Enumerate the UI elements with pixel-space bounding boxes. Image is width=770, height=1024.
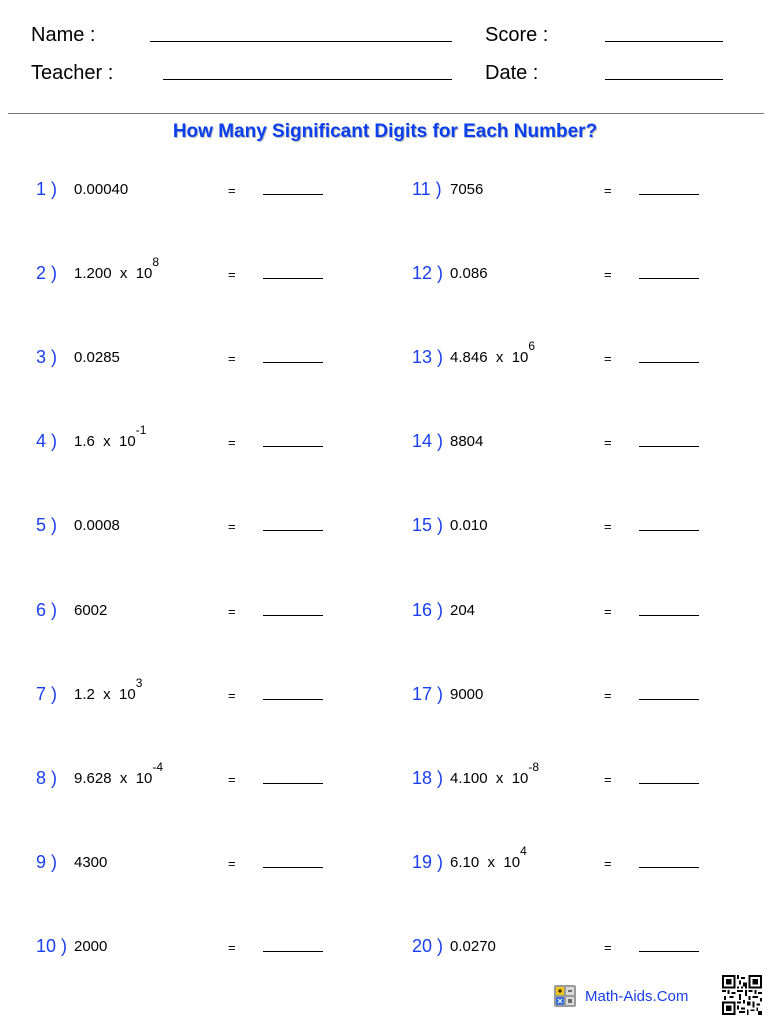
equals-sign: = bbox=[228, 183, 236, 198]
problem-expression bbox=[74, 938, 107, 956]
problem-item bbox=[412, 599, 742, 629]
problem-exponent: 4 bbox=[520, 844, 527, 858]
problem-expression bbox=[450, 844, 527, 872]
problem-item bbox=[412, 683, 742, 713]
equals-sign: = bbox=[604, 604, 612, 619]
problem-item bbox=[36, 676, 366, 713]
problem-number: 16 ) bbox=[412, 600, 444, 620]
problem-exponent: 3 bbox=[135, 676, 143, 690]
problem-number: 9 ) bbox=[36, 852, 58, 872]
problem-expression bbox=[74, 517, 120, 535]
date-label: Date : bbox=[485, 62, 539, 84]
problem-base: 0.010 bbox=[450, 517, 488, 534]
problem-exponent: 6 bbox=[528, 339, 536, 353]
problem-base: 8804 bbox=[450, 433, 484, 450]
problem-expression bbox=[74, 760, 164, 788]
problem-expression bbox=[74, 423, 147, 451]
equals-sign: = bbox=[228, 604, 236, 619]
problem-item bbox=[412, 339, 742, 376]
problem-expression bbox=[450, 938, 496, 956]
problem-expression bbox=[450, 602, 475, 620]
answer-blank[interactable] bbox=[639, 278, 699, 279]
problem-expression bbox=[74, 676, 143, 704]
problem-base: 0.086 bbox=[450, 265, 488, 282]
problem-number: 14 ) bbox=[412, 431, 444, 451]
problem-item bbox=[412, 935, 742, 965]
problem-number: 19 ) bbox=[412, 852, 444, 872]
problem-item bbox=[36, 346, 366, 376]
problem-number: 3 ) bbox=[36, 347, 58, 367]
problem-expression bbox=[74, 602, 107, 620]
answer-blank[interactable] bbox=[263, 783, 323, 784]
problem-number: 18 ) bbox=[412, 768, 444, 788]
equals-sign: = bbox=[228, 267, 236, 282]
answer-blank[interactable] bbox=[263, 446, 323, 447]
problem-expression bbox=[450, 181, 483, 199]
problem-base: 1.6 x 10 bbox=[74, 433, 136, 450]
problem-number: 1 ) bbox=[36, 179, 58, 199]
problem-item bbox=[412, 430, 742, 460]
problem-expression bbox=[74, 255, 160, 283]
answer-blank[interactable] bbox=[639, 362, 699, 363]
equals-sign: = bbox=[604, 435, 612, 450]
problem-expression bbox=[450, 265, 488, 283]
answer-blank[interactable] bbox=[263, 194, 323, 195]
problem-expression bbox=[74, 854, 107, 872]
problem-item bbox=[412, 262, 742, 292]
problem-item bbox=[36, 255, 366, 292]
answer-blank[interactable] bbox=[639, 615, 699, 616]
problem-number: 5 ) bbox=[36, 515, 58, 535]
header-divider bbox=[8, 113, 764, 114]
problem-base: 4.100 x 10 bbox=[450, 770, 529, 787]
answer-blank[interactable] bbox=[263, 530, 323, 531]
problem-base: 6.10 x 10 bbox=[450, 854, 521, 871]
problem-base: 1.200 x 10 bbox=[74, 265, 153, 282]
problem-number: 8 ) bbox=[36, 768, 58, 788]
problem-base: 0.0008 bbox=[74, 517, 120, 534]
problem-number: 20 ) bbox=[412, 936, 444, 956]
equals-sign: = bbox=[604, 856, 612, 871]
equals-sign: = bbox=[228, 772, 236, 787]
teacher-label: Teacher : bbox=[31, 62, 114, 84]
problem-number: 6 ) bbox=[36, 600, 58, 620]
problem-number: 17 ) bbox=[412, 684, 444, 704]
problem-expression bbox=[450, 517, 488, 535]
answer-blank[interactable] bbox=[639, 951, 699, 952]
problem-base: 9.628 x 10 bbox=[74, 770, 153, 787]
problem-number: 11 ) bbox=[412, 179, 442, 199]
name-label: Name : bbox=[31, 24, 96, 46]
qr-code-icon bbox=[722, 975, 762, 1015]
problem-item bbox=[36, 760, 366, 797]
problem-base: 7056 bbox=[450, 181, 484, 198]
date-field[interactable] bbox=[605, 79, 723, 80]
equals-sign: = bbox=[604, 772, 612, 787]
problem-exponent: -1 bbox=[135, 423, 147, 437]
problem-number: 4 ) bbox=[36, 431, 58, 451]
problem-base: 0.0285 bbox=[74, 349, 120, 366]
equals-sign: = bbox=[604, 351, 612, 366]
problem-item bbox=[412, 760, 742, 797]
problem-number: 15 ) bbox=[412, 515, 444, 535]
problem-number: 12 ) bbox=[412, 263, 444, 283]
problem-base: 6002 bbox=[74, 602, 108, 619]
equals-sign: = bbox=[228, 856, 236, 871]
problem-exponent: 8 bbox=[152, 255, 160, 269]
problem-number: 13 ) bbox=[412, 347, 444, 367]
equals-sign: = bbox=[228, 940, 236, 955]
problem-item bbox=[412, 844, 742, 881]
answer-blank[interactable] bbox=[263, 867, 323, 868]
problem-number: 2 ) bbox=[36, 263, 58, 283]
equals-sign: = bbox=[604, 940, 612, 955]
answer-blank[interactable] bbox=[263, 699, 323, 700]
answer-blank[interactable] bbox=[263, 362, 323, 363]
calculator-icon bbox=[554, 985, 576, 1007]
problem-exponent: -8 bbox=[528, 760, 540, 774]
problem-base: 9000 bbox=[450, 686, 484, 703]
answer-blank[interactable] bbox=[263, 278, 323, 279]
problem-item bbox=[36, 514, 366, 544]
problem-item bbox=[36, 935, 366, 965]
problem-expression bbox=[74, 349, 120, 367]
problem-base: 2000 bbox=[74, 938, 108, 955]
problem-item bbox=[36, 851, 366, 881]
equals-sign: = bbox=[604, 267, 612, 282]
footer-brand: Math-Aids.Com bbox=[585, 988, 689, 1005]
answer-blank[interactable] bbox=[639, 867, 699, 868]
equals-sign: = bbox=[228, 688, 236, 703]
score-label: Score : bbox=[485, 24, 549, 46]
problem-base: 204 bbox=[450, 602, 476, 619]
score-field[interactable] bbox=[605, 41, 723, 42]
problem-number: 7 ) bbox=[36, 684, 58, 704]
answer-blank[interactable] bbox=[639, 446, 699, 447]
problem-number: 10 ) bbox=[36, 936, 68, 956]
problem-expression bbox=[450, 339, 536, 367]
problem-expression bbox=[450, 760, 540, 788]
answer-blank[interactable] bbox=[639, 194, 699, 195]
answer-blank[interactable] bbox=[639, 783, 699, 784]
worksheet-title: How Many Significant Digits for Each Number? bbox=[172, 121, 598, 142]
problem-expression bbox=[450, 433, 483, 451]
problem-expression bbox=[74, 181, 128, 199]
answer-blank[interactable] bbox=[639, 699, 699, 700]
problem-base: 4300 bbox=[74, 854, 108, 871]
equals-sign: = bbox=[228, 351, 236, 366]
teacher-field[interactable] bbox=[163, 79, 452, 80]
equals-sign: = bbox=[604, 688, 612, 703]
problem-base: 0.00040 bbox=[74, 181, 129, 198]
problem-base: 1.2 x 10 bbox=[74, 686, 136, 703]
problem-item bbox=[36, 423, 366, 460]
equals-sign: = bbox=[604, 183, 612, 198]
problem-item bbox=[412, 514, 742, 544]
problem-item bbox=[412, 178, 742, 208]
problem-expression bbox=[450, 686, 483, 704]
answer-blank[interactable] bbox=[263, 951, 323, 952]
equals-sign: = bbox=[604, 519, 612, 534]
problem-item bbox=[36, 178, 366, 208]
problem-base: 0.0270 bbox=[450, 938, 496, 955]
problem-item bbox=[36, 599, 366, 629]
problem-base: 4.846 x 10 bbox=[450, 349, 529, 366]
equals-sign: = bbox=[228, 519, 236, 534]
name-field[interactable] bbox=[150, 41, 452, 42]
answer-blank[interactable] bbox=[263, 615, 323, 616]
equals-sign: = bbox=[228, 435, 236, 450]
problem-exponent: -4 bbox=[152, 760, 164, 774]
answer-blank[interactable] bbox=[639, 530, 699, 531]
